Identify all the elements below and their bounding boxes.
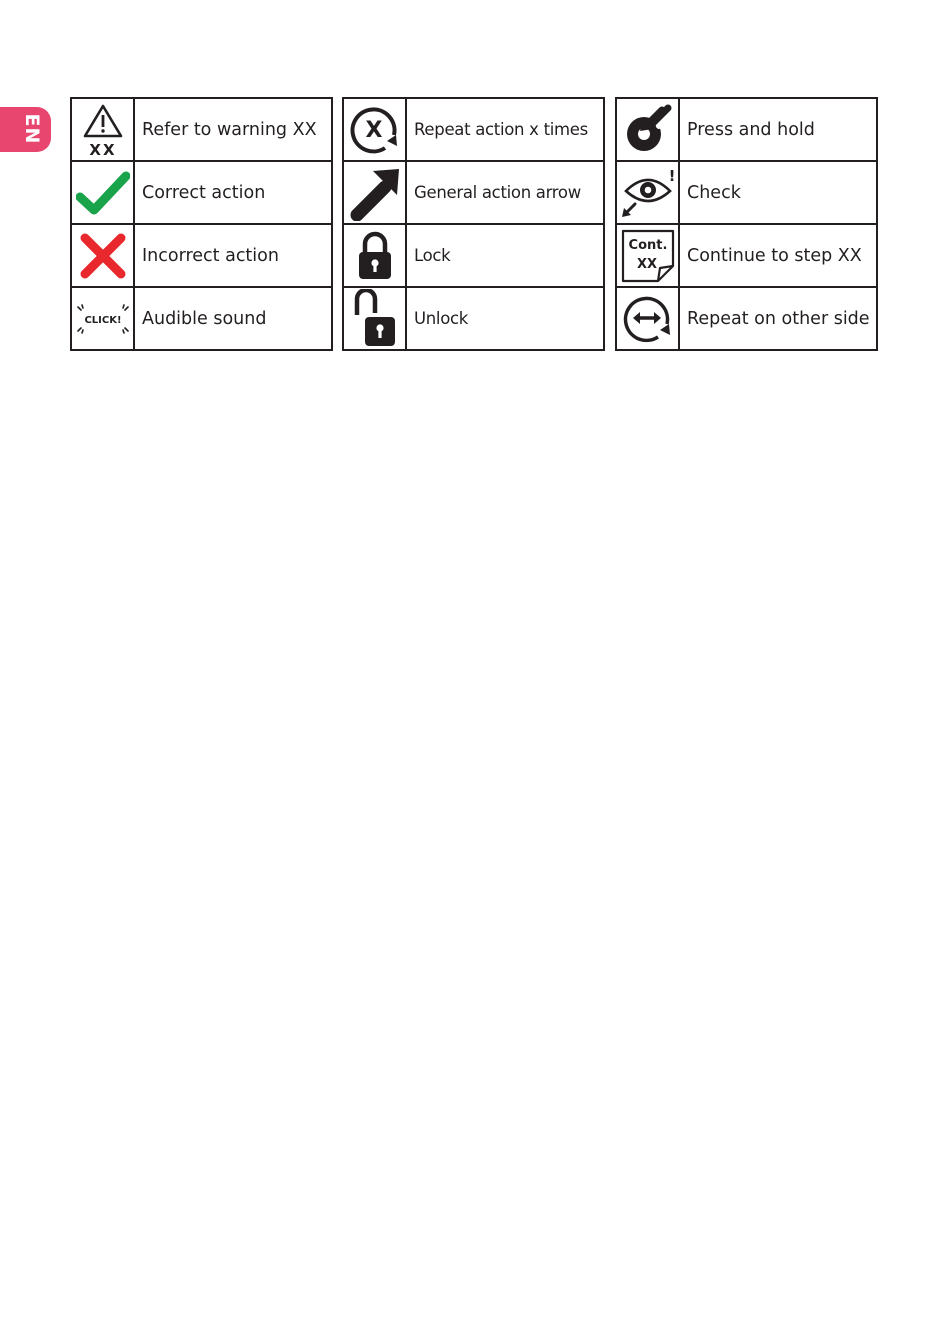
legend-row bbox=[343, 161, 604, 224]
legend-label: Correct action bbox=[134, 161, 332, 224]
icon-cell bbox=[616, 224, 679, 287]
icon-cell bbox=[616, 287, 679, 350]
continue-note-icon bbox=[620, 228, 676, 284]
legend-label: Repeat action x times bbox=[406, 98, 604, 161]
legend-row bbox=[71, 161, 332, 224]
legend-label: Refer to warning XX bbox=[134, 98, 332, 161]
language-tab-label: EN bbox=[21, 113, 43, 145]
cross-icon bbox=[78, 231, 128, 281]
legend-row bbox=[71, 98, 332, 161]
legend-row bbox=[71, 224, 332, 287]
language-tab bbox=[0, 107, 51, 152]
continue-note-text: Cont. bbox=[628, 237, 667, 253]
icon-cell bbox=[71, 287, 134, 350]
legend-label: General action arrow bbox=[406, 161, 604, 224]
icon-cell bbox=[616, 161, 679, 224]
legend-label: Audible sound bbox=[134, 287, 332, 350]
click-sound-icon bbox=[75, 302, 131, 336]
legend-table-instructions bbox=[615, 97, 878, 351]
legend-row bbox=[616, 224, 877, 287]
legend-row bbox=[71, 287, 332, 350]
lock-icon bbox=[355, 230, 395, 282]
legend-label: Repeat on other side bbox=[679, 287, 877, 350]
legend-row bbox=[616, 98, 877, 161]
legend-label: Press and hold bbox=[679, 98, 877, 161]
legend-label: Check bbox=[679, 161, 877, 224]
legend-label: Lock bbox=[406, 224, 604, 287]
icon-cell bbox=[71, 98, 134, 161]
legend-row bbox=[343, 224, 604, 287]
press-hold-icon bbox=[622, 104, 674, 156]
icon-cell bbox=[343, 98, 406, 161]
eye-check-exclaim: ! bbox=[668, 166, 675, 185]
icon-cell bbox=[616, 98, 679, 161]
icon-cell bbox=[343, 287, 406, 350]
legend-row bbox=[343, 287, 604, 350]
legend-row bbox=[616, 161, 877, 224]
legend-table-general bbox=[70, 97, 333, 351]
eye-check-icon bbox=[620, 167, 676, 219]
icon-cell bbox=[343, 161, 406, 224]
continue-note-step: XX bbox=[636, 256, 657, 272]
icon-cell bbox=[343, 224, 406, 287]
checkmark-icon bbox=[76, 171, 130, 215]
repeat-other-side-icon bbox=[622, 293, 674, 345]
icon-cell bbox=[71, 224, 134, 287]
warning-icon bbox=[81, 102, 125, 158]
legend-label: Continue to step XX bbox=[679, 224, 877, 287]
repeat-x-icon bbox=[349, 104, 401, 156]
repeat-x-text: X bbox=[365, 117, 382, 143]
legend-row bbox=[343, 98, 604, 161]
unlock-icon bbox=[353, 289, 397, 349]
icon-cell bbox=[71, 161, 134, 224]
legend-label: Unlock bbox=[406, 287, 604, 350]
legend-label: Incorrect action bbox=[134, 224, 332, 287]
click-sound-text: CLICK! bbox=[83, 314, 122, 326]
arrow-icon bbox=[347, 165, 403, 221]
legend-table-actions bbox=[342, 97, 605, 351]
warning-icon-text: XX bbox=[88, 140, 117, 158]
legend-row bbox=[616, 287, 877, 350]
